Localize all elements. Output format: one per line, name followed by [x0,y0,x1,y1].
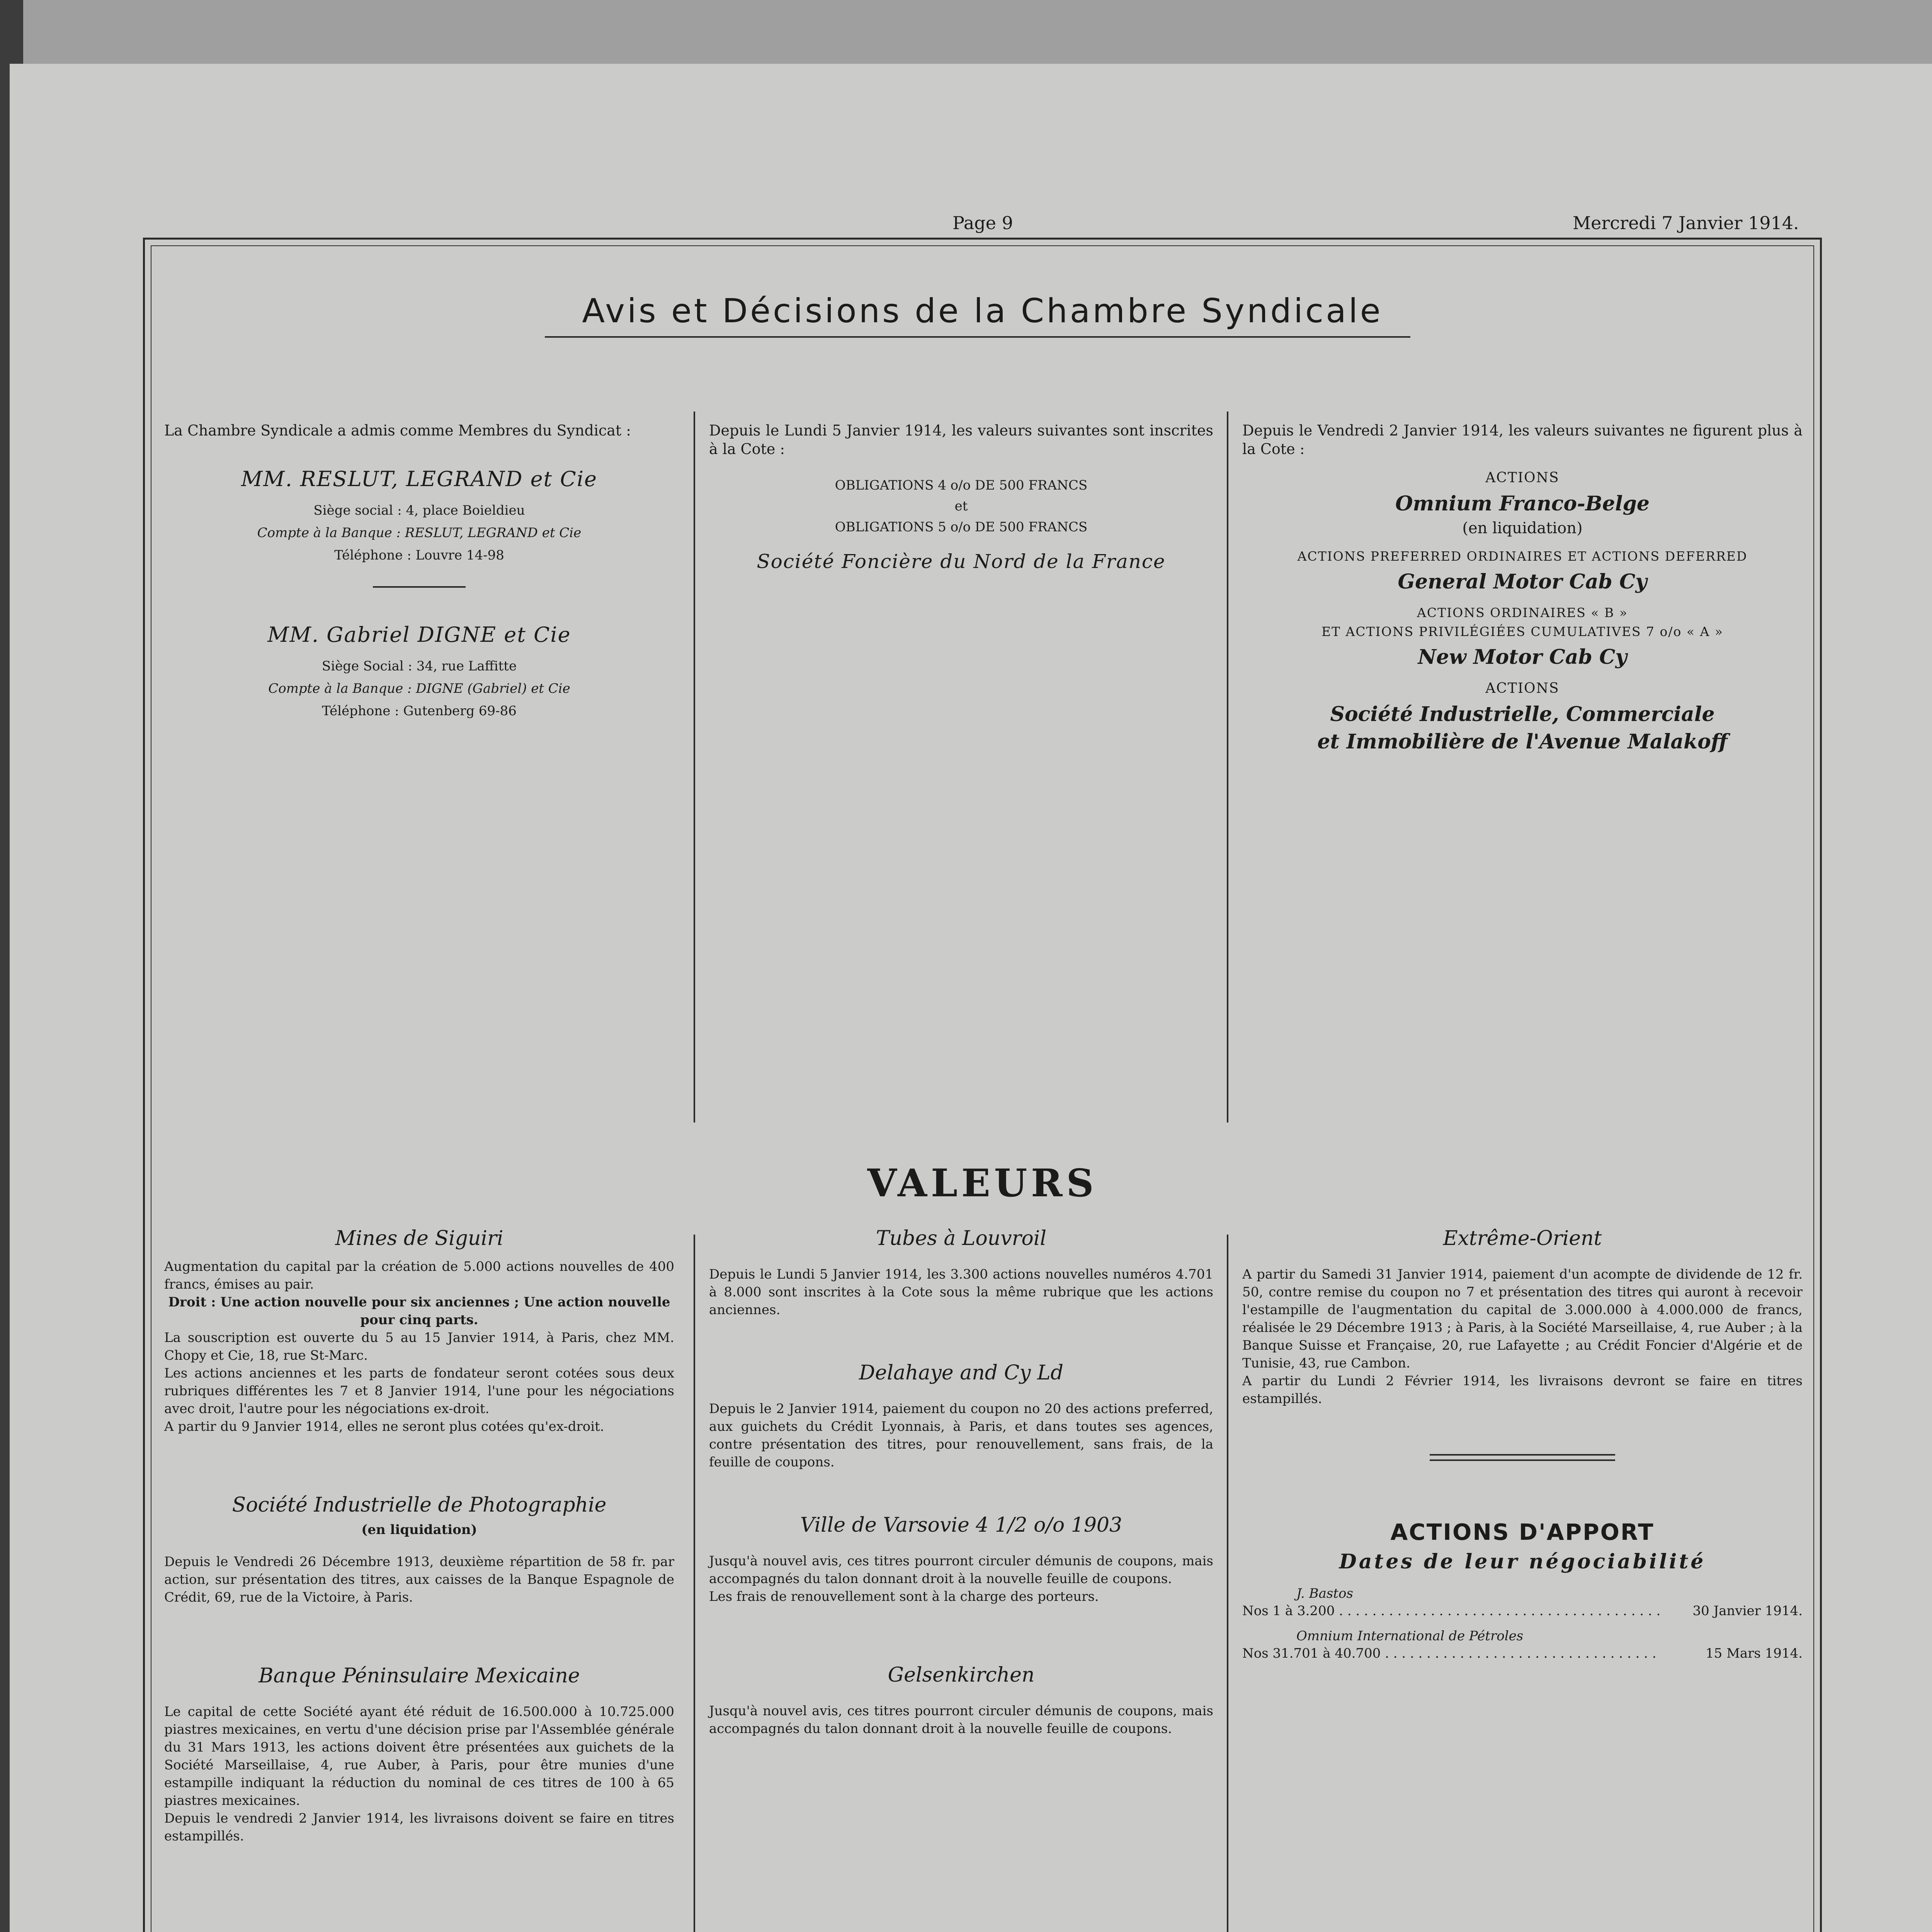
notice-title: Delahaye and Cy Ld [859,1361,1064,1384]
scan-background [23,0,1932,64]
valeurs-column-3 [1242,1227,1803,1662]
notice-text: Depuis le Vendredi 26 Décembre 1913, deuxième répartition de 58 fr. par action, sur présentation des titres, aux caisses de la Banque Espagnole de Crédit, 69, rue de la Victoire, à Paris. [164,1554,674,1605]
member-compte: Compte à la Banque : RESLUT, LEGRAND et Cie [257,525,582,541]
apport-row [1242,1645,1803,1662]
notice-text: La souscription est ouverte du 5 au 15 Janvier 1914, à Paris, chez MM. Chopy et Cie, 18, rue St-Marc. [164,1330,674,1363]
inscrites-intro: Depuis le Lundi 5 Janvier 1914, les valeurs suivantes sont inscrites à la Cote : [709,422,1213,457]
apport-range: Nos 31.701 à 40.700 . . . [1242,1645,1660,1662]
separator [373,586,466,588]
notice-text: Depuis le vendredi 2 Janvier 1914, les livraisons doivent se faire en titres estampillés. [164,1811,674,1844]
notice-title: Banque Péninsulaire Mexicaine [259,1664,580,1687]
column-rule [694,412,695,1122]
column-rule [1227,1235,1228,1932]
member-name: MM. RESLUT, LEGRAND et Cie [241,467,597,491]
members-intro: La Chambre Syndicale a admis comme Membres du Syndicat : [164,422,631,439]
notice-title: Extrême-Orient [1443,1227,1602,1250]
notice-text: Droit : Une action nouvelle pour six anciennes ; Une action nouvelle pour cinq parts. [168,1294,670,1328]
notice-title: Société Industrielle de Photographie [232,1493,607,1517]
notice-text: Depuis le 2 Janvier 1914, paiement du coupon no 20 des actions preferred, aux guichets du Crédit Lyonnais, à Paris, et dans toutes ses agences, contre présentation des titres, pour renouvellement, sans frais, de la feuille de coupons. [709,1401,1213,1470]
notice-title: Ville de Varsovie 4 1/2 o/o 1903 [800,1514,1122,1537]
apport-row [1242,1602,1803,1620]
section-title-syndicale: Avis et Décisions de la Chambre Syndicale [582,292,1383,330]
company-name: Société Foncière du Nord de la France [757,550,1166,573]
apport-company: Omnium International de Pétroles [1296,1628,1524,1644]
company-name: et Immobilière de l'Avenue Malakoff [1317,730,1728,753]
notice-text: Les actions anciennes et les parts de fondateur seront cotées sous deux rubriques différentes les 7 et 8 Janvier 1914, l'une pour les négociations avec droit, l'autre pour les négociations ex-droit. [164,1366,674,1417]
conjunction: et [954,498,968,514]
member-siege: Siège Social : 34, rue Laffitte [321,658,517,674]
column-rule [694,1235,695,1932]
company-name: General Motor Cab Cy [1398,570,1647,594]
security-type: ACTIONS ORDINAIRES « B » [1417,605,1628,620]
syndicale-inscrites-column [709,421,1213,573]
newspaper-page [10,64,1932,1932]
issue-date: Mercredi 7 Janvier 1914. [1573,213,1799,233]
apport-list [1242,1585,1803,1662]
notice-subtitle: (en liquidation) [361,1522,477,1537]
security-type: ACTIONS [1485,680,1560,696]
notice-text: Depuis le Lundi 5 Janvier 1914, les 3.300 actions nouvelles numéros 4.701 à 8.000 sont inscrites à la Cote sous la même rubrique que les actions anciennes. [709,1267,1213,1318]
security-type: ACTIONS PREFERRED ORDINAIRES ET ACTIONS DEFERRED [1297,549,1748,564]
apport-title: ACTIONS D'APPORT [1390,1519,1655,1545]
notice-title: Mines de Siguiri [335,1227,503,1250]
valeurs-column-2 [709,1227,1213,1738]
notice-text: Les frais de renouvellement sont à la charge des porteurs. [709,1589,1099,1604]
apport-date: 15 Mars 1914. [1706,1646,1803,1661]
notice-text: A partir du Lundi 2 Février 1914, les livraisons devront se faire en titres estampillés. [1242,1373,1803,1406]
notice-title: Tubes à Louvroil [876,1227,1047,1250]
member-telephone: Téléphone : Gutenberg 69-86 [322,703,517,719]
radiees-intro: Depuis le Vendredi 2 Janvier 1914, les valeurs suivantes ne figurent plus à la Cote : [1242,422,1803,457]
apport-subtitle: Dates de leur négociabilité [1339,1550,1706,1573]
obligation-line: OBLIGATIONS 4 o/o DE 500 FRANCS [835,478,1088,493]
company-name: Omnium Franco-Belge [1395,492,1650,515]
separator [1430,1454,1615,1456]
section-banner-valeurs: VALEURS [867,1161,1098,1206]
company-name: New Motor Cab Cy [1418,645,1627,669]
notice-text: Jusqu'à nouvel avis, ces titres pourront circuler démunis de coupons, mais accompagnés du talon donnant droit à la nouvelle feuille de coupons. [709,1553,1213,1587]
apport-date: 30 Janvier 1914. [1692,1603,1803,1619]
notice-text: Augmentation du capital par la création de 5.000 actions nouvelles de 400 francs, émises au pair. [164,1259,674,1292]
notice-text: A partir du 9 Janvier 1914, elles ne seront plus cotées qu'ex-droit. [164,1419,604,1434]
member-compte: Compte à la Banque : DIGNE (Gabriel) et Cie [268,681,570,696]
separator [1430,1459,1615,1461]
title-underline [545,336,1410,338]
security-type: ET ACTIONS PRIVILÉGIÉES CUMULATIVES 7 o/o « A » [1321,624,1724,639]
member-telephone: Téléphone : Louvre 14-98 [334,548,504,563]
notice-text: Jusqu'à nouvel avis, ces titres pourront circuler démunis de coupons, mais accompagnés du talon donnant droit à la nouvelle feuille de coupons. [709,1703,1213,1736]
apport-company: J. Bastos [1296,1586,1353,1601]
security-type: ACTIONS [1485,470,1560,486]
valeurs-column-1 [164,1227,674,1845]
obligation-line: OBLIGATIONS 5 o/o DE 500 FRANCS [835,519,1088,535]
syndicale-radiees-column [1242,421,1803,753]
notice-text: Le capital de cette Société ayant été réduit de 16.500.000 à 10.725.000 piastres mexicaines, en vertu d'une décision prise par l'Assemblée générale du 31 Mars 1913, les actions doivent être présentées aux guichets de la Société Marseillaise, 4, rue Auber, à Paris, pour être munies d'une estampille indiquant la réduction du nominal de ces titres de 100 à 65 piastres mexicaines. [164,1704,674,1808]
syndicale-members-column [164,421,674,719]
member-name: MM. Gabriel DIGNE et Cie [267,622,571,647]
company-name: Société Industrielle, Commerciale [1330,702,1715,726]
notice-text: A partir du Samedi 31 Janvier 1914, paiement d'un acompte de dividende de 12 fr. 50, contre remise du coupon no 7 et présentation des titres qui auront à recevoir l'estampille de l'augmentation du capital de 3.000.000 à 4.000.000 de francs, réalisée le 29 Décembre 1913 ; à Paris, à la Société Marseillaise, 4, rue Auber ; à la Banque Suisse et Française, 20, rue Lafayette ; au Crédit Foncier d'Algérie et de Tunisie, 43, rue Cambon. [1242,1267,1803,1371]
member-siege: Siège social : 4, place Boieldieu [313,503,525,518]
company-note: (en liquidation) [1462,519,1583,537]
apport-range: Nos 1 à 3.200 . . . [1242,1602,1660,1620]
page-number: Page 9 [952,213,1013,233]
column-rule [1227,412,1228,1122]
notice-title: Gelsenkirchen [888,1663,1035,1687]
